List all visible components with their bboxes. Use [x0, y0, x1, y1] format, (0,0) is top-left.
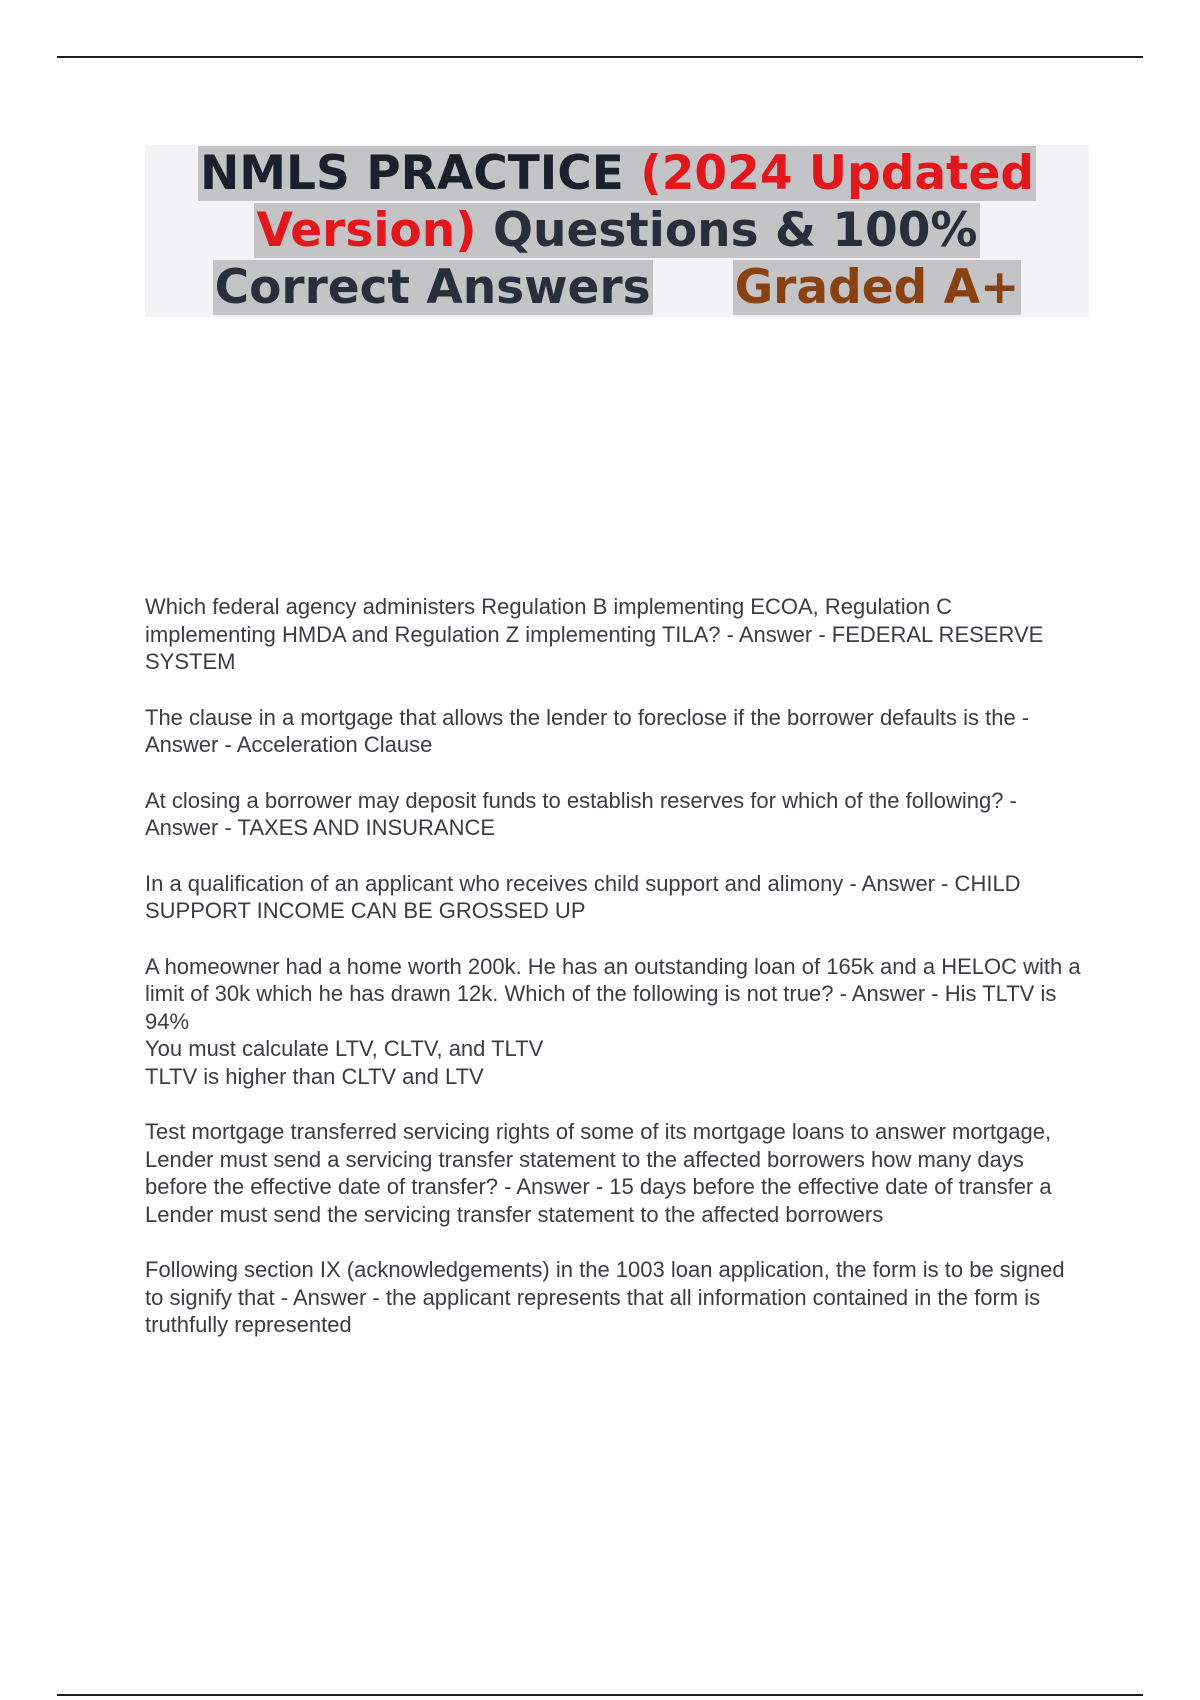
- qa-item: The clause in a mortgage that allows the lender to foreclose if the borrower defaults is the - Answer - Acceleration Clause: [145, 704, 1030, 757]
- question-answer-list: [145, 593, 1085, 1367]
- title-part-updated: (2024 Updated: [640, 146, 1035, 201]
- footer-rule: [57, 1694, 1143, 1696]
- qa-item: Following section IX (acknowledgements) in the 1003 loan application, the form is to be signed to signify that - Answer - the applicant represents that all information contained in the form is truthfully represented: [145, 1257, 1065, 1337]
- header-rule: [57, 56, 1143, 58]
- qa-item: At closing a borrower may deposit funds to establish reserves for which of the following? - Answer - TAXES AND INSURANCE: [145, 787, 1017, 840]
- document-title: [145, 145, 1089, 316]
- qa-item: A homeowner had a home worth 200k. He has an outstanding loan of 165k and a HELOC with a limit of 30k which he has drawn 12k. Which of the following is not true? - Answer - His TLTV is 94% You must calculate LTV, CLTV, and TLTV TLTV is higher than CLTV and LTV: [145, 953, 1081, 1089]
- title-part-graded: Graded A+: [734, 260, 1020, 315]
- title-part-correct-answers: Correct Answers: [214, 260, 651, 315]
- qa-item: Test mortgage transferred servicing rights of some of its mortgage loans to answer mortgage, Lender must send a servicing transfer statement to the affected borrowers how many days before the effective date of transfer? - Answer - 15 days before the effective date of transfer a Lender must send the servicing transfer statement to the affected borrowers: [145, 1119, 1052, 1227]
- title-part-nmls-practice: NMLS PRACTICE: [199, 146, 641, 201]
- qa-item: Which federal agency administers Regulation B implementing ECOA, Regulation C implementing HMDA and Regulation Z implementing TILA? - Answer - FEDERAL RESERVE SYSTEM: [145, 594, 1044, 674]
- title-part-questions: Questions & 100%: [476, 203, 978, 258]
- qa-item: In a qualification of an applicant who receives child support and alimony - Answer - CHILD SUPPORT INCOME CAN BE GROSSED UP: [145, 870, 1021, 923]
- title-part-version: Version): [256, 203, 477, 258]
